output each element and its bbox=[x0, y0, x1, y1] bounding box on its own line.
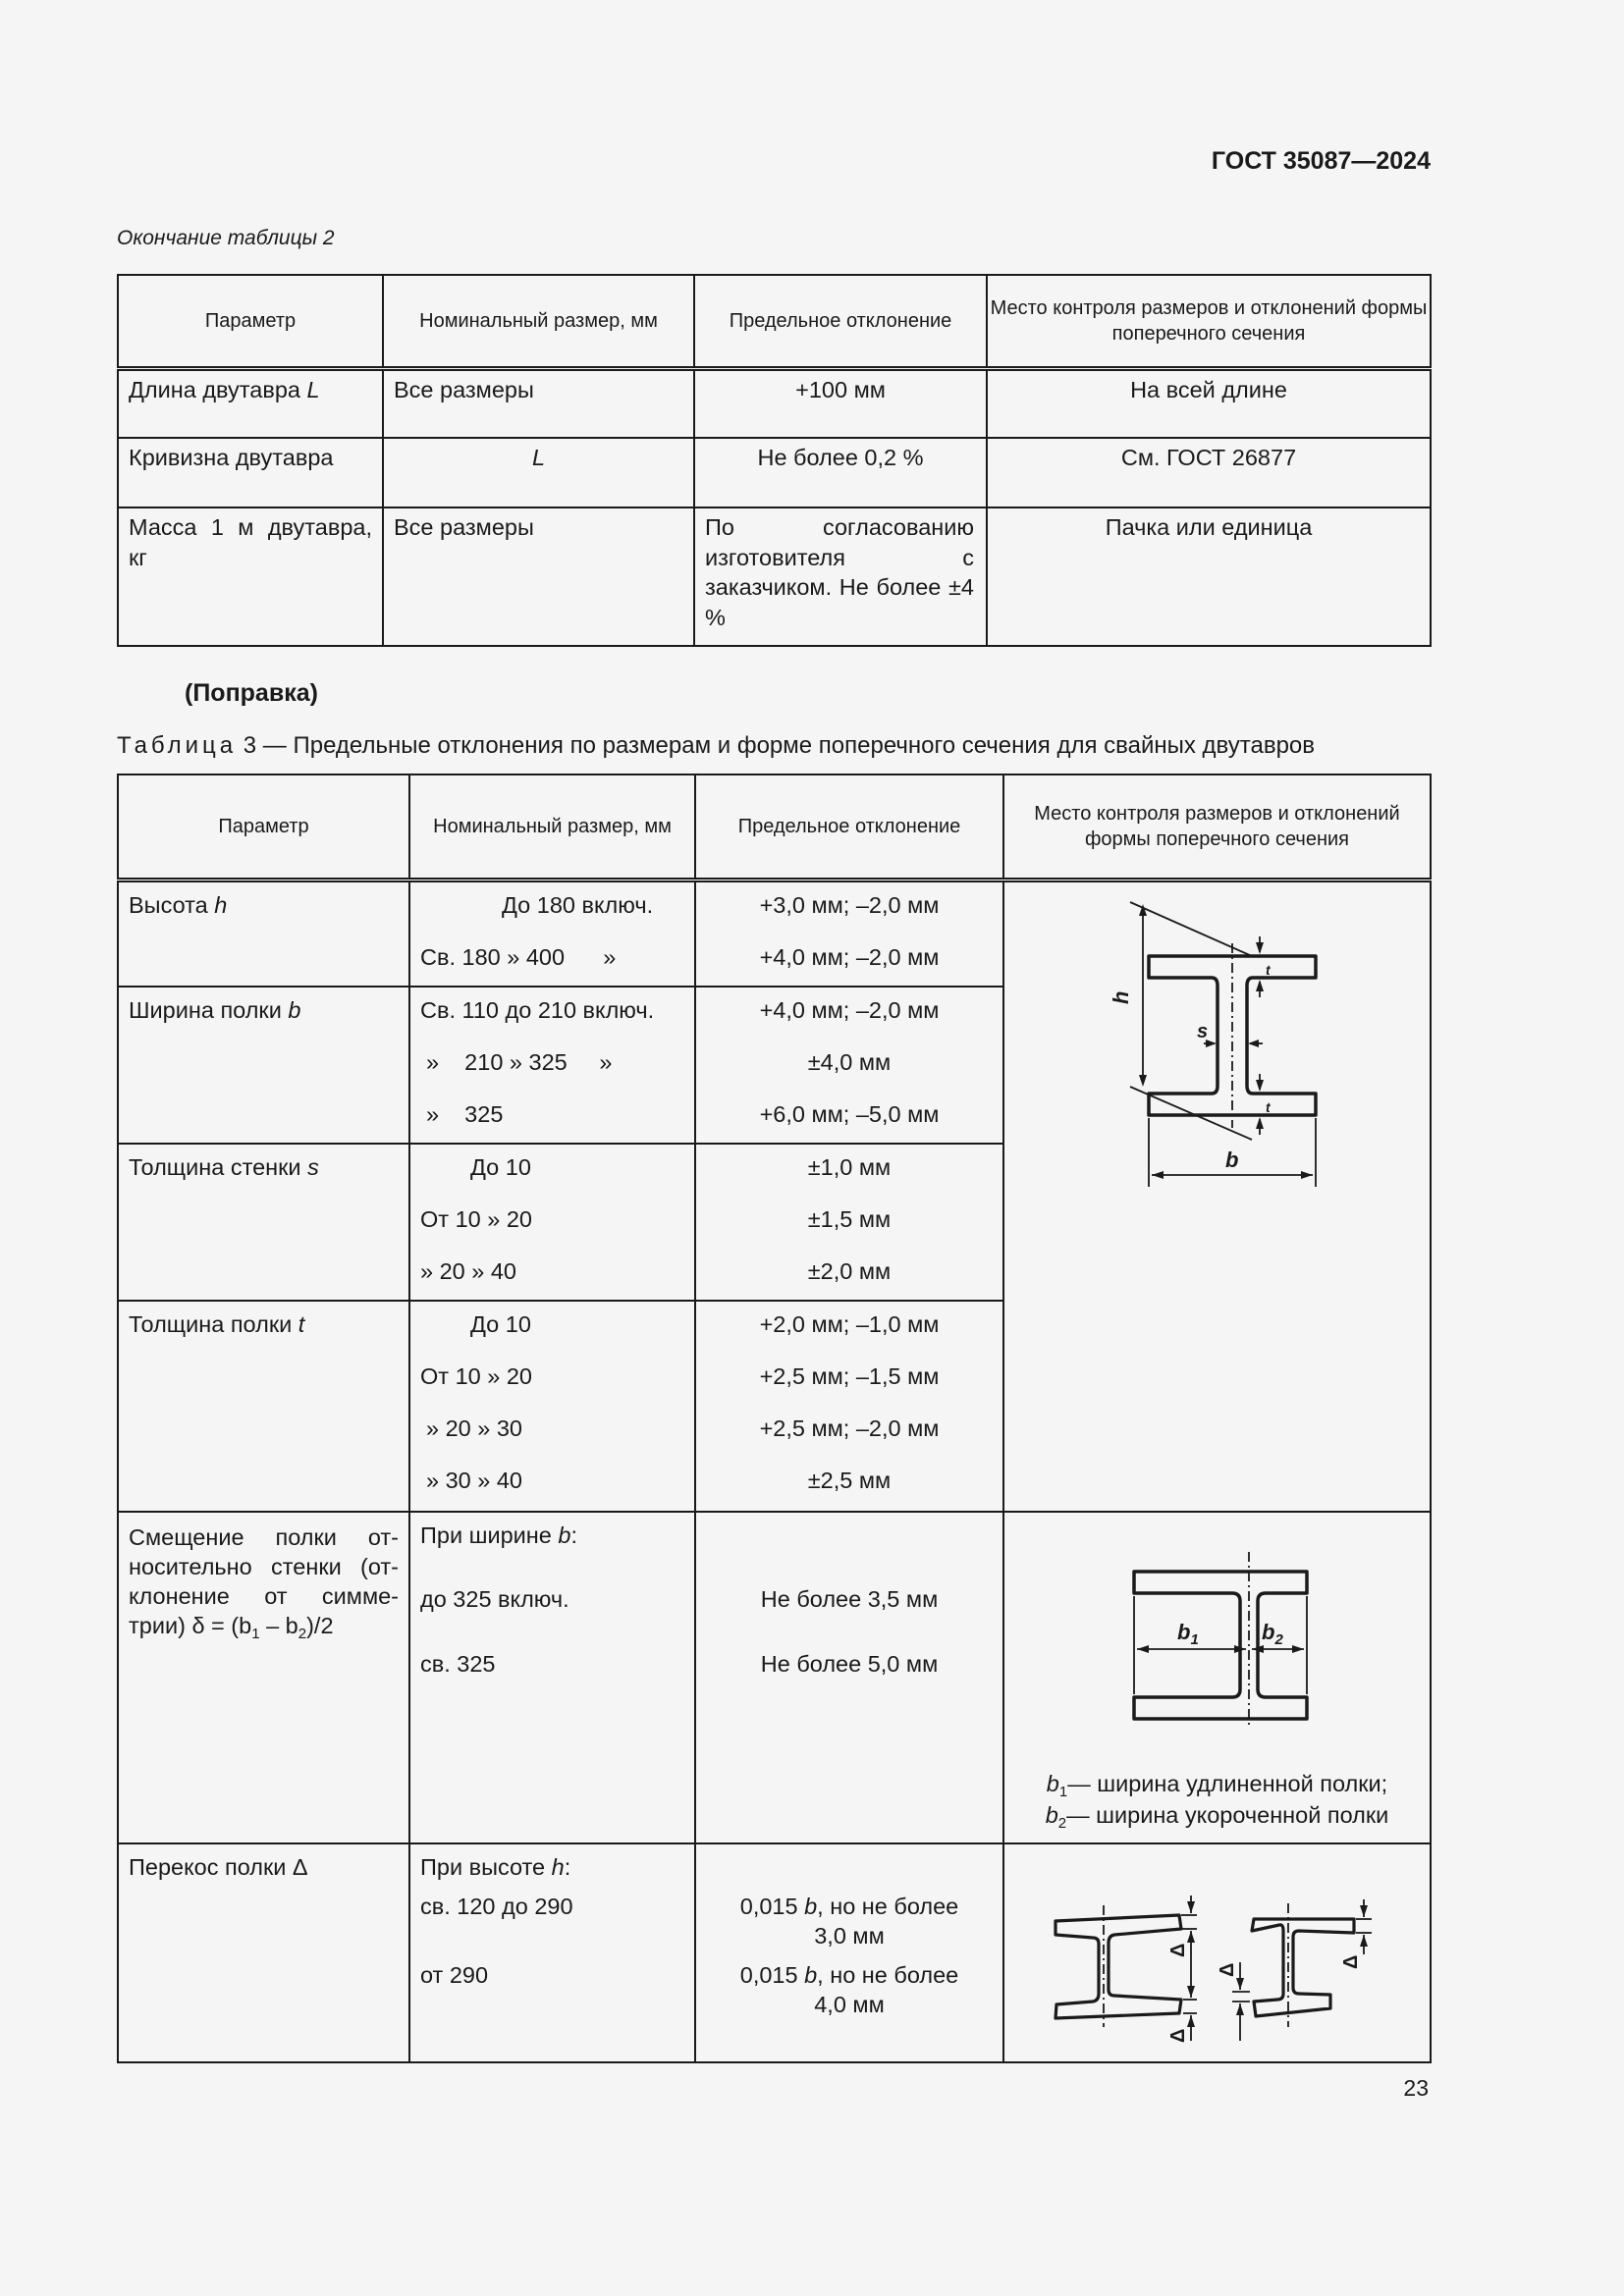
t3-header-param: Параметр bbox=[118, 774, 409, 880]
size-cell: Св. 110 до 210 включ. bbox=[420, 996, 655, 1023]
ibeam-dimensions-diagram bbox=[1004, 882, 1430, 1511]
dim-label-delta: Δ bbox=[1167, 2028, 1189, 2043]
param-web: Толщина стенки s bbox=[129, 1153, 319, 1180]
size-cell: До 10 bbox=[470, 1311, 531, 1338]
size-label: При высоте h: bbox=[420, 1853, 571, 1880]
size-cell: » 325 bbox=[426, 1100, 504, 1127]
standard-number: ГОСТ 35087—2024 bbox=[1211, 147, 1431, 175]
dev-cell: +6,0 мм; –5,0 мм bbox=[759, 1100, 940, 1127]
t2-header-size: Номинальный размер, мм bbox=[383, 275, 694, 368]
dim-label-delta: Δ bbox=[1217, 1962, 1238, 1977]
dev-cell: +2,5 мм; –2,0 мм bbox=[759, 1415, 940, 1442]
table-row bbox=[118, 438, 1431, 507]
param-flange: Толщина полки t bbox=[129, 1311, 305, 1338]
param-height: Высота h bbox=[129, 891, 228, 918]
dev-cell: +2,0 мм; –1,0 мм bbox=[759, 1311, 940, 1338]
dim-label-t: t bbox=[1266, 961, 1271, 978]
size-cell: » 20 » 30 bbox=[426, 1415, 523, 1442]
dev-cell: ±1,5 мм bbox=[807, 1205, 892, 1232]
dim-label-delta: Δ bbox=[1340, 1954, 1362, 1969]
dev-cell: Не более 5,0 мм bbox=[760, 1650, 939, 1677]
table-row bbox=[118, 1843, 1431, 2062]
dev-cell: 0,015 b, но не более 4,0 мм bbox=[739, 1961, 959, 2017]
table3-caption: Таблица 3 — Предельные отклонения по размерам и форме поперечного сечения для свайных двутавров bbox=[117, 732, 1316, 759]
table2-continuation-label: Окончание таблицы 2 bbox=[117, 227, 335, 249]
size-cell: до 325 включ. bbox=[420, 1585, 569, 1612]
t2-dev-cell: +100 мм bbox=[694, 368, 987, 438]
t2-param-cell: Длина двутавра L bbox=[118, 368, 383, 438]
t2-header-place: Место контроля размеров и отклонений формы поперечного сечения bbox=[987, 275, 1431, 368]
table-row bbox=[118, 1512, 1431, 1843]
t2-dev-cell: По согласованию изготовителя с заказчиком. Не более ±4 % bbox=[694, 507, 987, 646]
flange-skew-diagram bbox=[1004, 1844, 1430, 2061]
dev-cell: +2,5 мм; –1,5 мм bbox=[759, 1363, 940, 1390]
dev-cell: Не более 3,5 мм bbox=[760, 1585, 939, 1612]
dev-cell: +4,0 мм; –2,0 мм bbox=[759, 943, 940, 970]
size-cell: » 20 » 40 bbox=[420, 1257, 517, 1284]
table-2 bbox=[117, 274, 1432, 647]
t2-place-cell: См. ГОСТ 26877 bbox=[987, 438, 1431, 507]
t3-header-size: Номинальный размер, мм bbox=[409, 774, 695, 880]
page-number: 23 bbox=[1403, 2075, 1429, 2101]
dev-cell: +3,0 мм; –2,0 мм bbox=[759, 891, 940, 918]
param-offset: Смещение полки от- носительно стенки (от- клонение от симме- трии) $\delta = (b_1 - b_2)/2$ bbox=[129, 1523, 399, 1642]
t2-header-dev: Предельное отклонение bbox=[694, 275, 987, 368]
t2-place-cell: На всей длине bbox=[987, 368, 1431, 438]
dev-cell: +4,0 мм; –2,0 мм bbox=[759, 996, 940, 1023]
table-row bbox=[118, 368, 1431, 438]
dev-cell: ±2,5 мм bbox=[807, 1468, 892, 1494]
size-label: При ширине b: bbox=[420, 1522, 577, 1548]
table-3 bbox=[117, 774, 1432, 2063]
dim-label-b1: $b_1$ bbox=[1177, 1619, 1199, 1648]
table-row bbox=[118, 880, 1431, 987]
t2-place-cell: Пачка или единица bbox=[987, 507, 1431, 646]
t2-header-param: Параметр bbox=[118, 275, 383, 368]
amendment-label: (Поправка) bbox=[185, 679, 318, 707]
dim-label-b2: $b_2$ bbox=[1262, 1619, 1283, 1648]
dev-cell: ±2,0 мм bbox=[807, 1257, 892, 1284]
param-skew: Перекос полки Δ bbox=[129, 1853, 308, 1880]
t2-size-cell: Все размеры bbox=[383, 507, 694, 646]
size-cell: От 10 » 20 bbox=[420, 1363, 532, 1390]
dim-label-s: s bbox=[1197, 1020, 1209, 1042]
flange-offset-diagram bbox=[1004, 1513, 1430, 1748]
size-cell: До 180 включ. bbox=[502, 891, 654, 918]
param-width: Ширина полки b bbox=[129, 996, 301, 1023]
dev-cell: 0,015 b, но не более 3,0 мм bbox=[739, 1893, 959, 1949]
dim-label-delta: Δ bbox=[1167, 1943, 1189, 1957]
t2-dev-cell: Не более 0,2 % bbox=[694, 438, 987, 507]
size-cell: Св. 180 » 400 » bbox=[420, 943, 617, 970]
size-cell: от 290 bbox=[420, 1961, 489, 1988]
size-cell: » 30 » 40 bbox=[426, 1468, 523, 1494]
offset-legend: $b_1—$ ширина удлиненной полки; $b_2—$ ширина укороченной полки bbox=[1045, 1770, 1389, 1832]
table-row bbox=[118, 507, 1431, 646]
size-cell: св. 325 bbox=[420, 1650, 496, 1677]
t2-param-cell: Масса 1 м двутавра, кг bbox=[118, 507, 383, 646]
dim-label-h: h bbox=[1109, 990, 1133, 1004]
size-cell: От 10 » 20 bbox=[420, 1205, 532, 1232]
size-cell: До 10 bbox=[470, 1153, 531, 1180]
dev-cell: ±1,0 мм bbox=[807, 1153, 892, 1180]
dim-label-b: b bbox=[1225, 1147, 1239, 1172]
t3-header-place: Место контроля размеров и отклонений формы поперечного сечения bbox=[1003, 774, 1431, 880]
t2-size-cell: L bbox=[383, 438, 694, 507]
size-cell: св. 120 до 290 bbox=[420, 1893, 573, 1919]
t2-param-cell: Кривизна двутавра bbox=[118, 438, 383, 507]
dev-cell: ±4,0 мм bbox=[807, 1048, 892, 1075]
t3-header-dev: Предельное отклонение bbox=[695, 774, 1003, 880]
dim-label-t: t bbox=[1266, 1098, 1271, 1115]
size-cell: » 210 » 325 » bbox=[426, 1048, 613, 1075]
t2-size-cell: Все размеры bbox=[383, 368, 694, 438]
